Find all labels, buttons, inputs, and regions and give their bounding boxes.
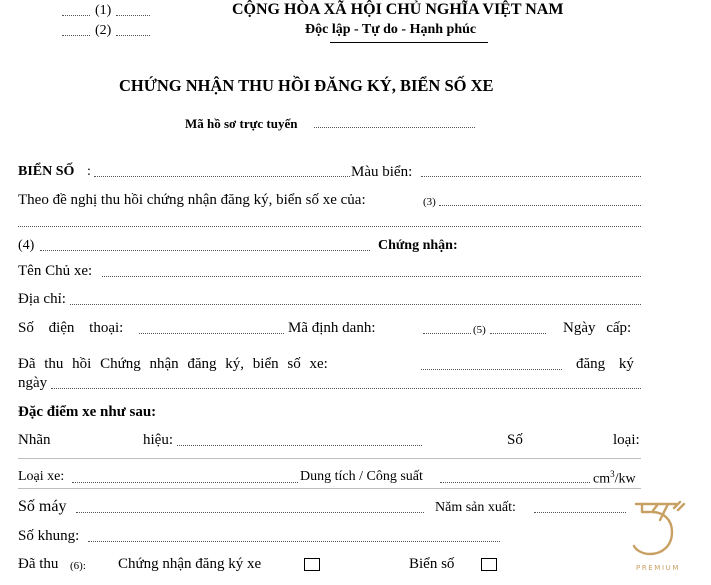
brand-label-part2: hiệu:: [143, 432, 173, 448]
engine-label: Số máy: [18, 498, 67, 515]
phone-field[interactable]: [139, 333, 284, 334]
motto: Độc lập - Tự do - Hạnh phúc: [305, 22, 477, 37]
plate-label: BIỂN SỐ: [18, 164, 75, 179]
note-4: (4): [18, 238, 35, 253]
issue-date-label: Ngày cấp:: [563, 320, 632, 336]
requester-field-continued[interactable]: [18, 226, 641, 227]
revoked-date-label: ngày: [18, 375, 48, 391]
chassis-field[interactable]: [88, 541, 500, 542]
revoked-date-field[interactable]: [51, 388, 641, 389]
cert-option-label: Chứng nhận đăng ký xe: [118, 556, 262, 572]
features-heading: Đặc điểm xe như sau:: [18, 404, 157, 420]
owner-label: Tên Chủ xe:: [18, 263, 93, 279]
request-text: Theo đề nghị thu hồi chứng nhận đăng ký, biển số xe của:: [18, 192, 366, 208]
capacity-label: Dung tích / Công suất: [300, 469, 423, 484]
revoked-registered-label: đăng ký: [576, 356, 634, 372]
vehicle-type-label: Loại xe:: [18, 469, 65, 484]
plate-color-field[interactable]: [421, 176, 641, 177]
agency-line-1: (1): [95, 3, 112, 18]
requester-field[interactable]: [439, 205, 641, 206]
capacity-unit-suffix: /kw: [614, 471, 636, 487]
plate-option-label: Biển số: [409, 556, 455, 572]
capacity-unit-prefix: cm: [593, 471, 611, 487]
plate-option-checkbox[interactable]: [481, 558, 497, 571]
plate-colon: :: [87, 164, 91, 179]
capacity-unit-sup: 3: [610, 469, 615, 479]
revoked-plate-field[interactable]: [421, 369, 562, 370]
capacity-unit: [593, 469, 636, 488]
certify-label: Chứng nhận:: [378, 238, 458, 253]
agency-dots-left-2: [62, 35, 90, 36]
brand-label-part1: Nhãn: [18, 432, 51, 448]
premium-logo-text: PREMIUM: [636, 564, 680, 572]
motto-underline: [330, 42, 488, 43]
id-field-continued[interactable]: [490, 333, 546, 334]
note-6: (6):: [70, 560, 86, 572]
page-title: CHỨNG NHẬN THU HỒI ĐĂNG KÝ, BIỂN SỐ XE: [119, 76, 494, 95]
note-4-field[interactable]: [40, 250, 370, 251]
type-row-guide: [18, 488, 641, 489]
brand-field[interactable]: [177, 445, 422, 446]
received-label: Đã thu: [18, 556, 59, 572]
plate-number-field[interactable]: [94, 176, 350, 177]
premium-logo: [628, 498, 688, 574]
request-note: (3): [423, 196, 436, 208]
chassis-label: Số khung:: [18, 528, 80, 544]
address-label: Địa chỉ:: [18, 291, 66, 307]
agency-dots-left-1: [62, 15, 90, 16]
agency-line-2: (2): [95, 23, 112, 38]
year-label: Năm sản xuất:: [435, 500, 516, 515]
online-code-label: Mã hồ sơ trực tuyến: [185, 116, 298, 131]
agency-dots-right-1: [116, 15, 150, 16]
year-field[interactable]: [534, 512, 626, 513]
cert-option-checkbox[interactable]: [304, 558, 320, 571]
nation-name: CỘNG HÒA XÃ HỘI CHỦ NGHĨA VIỆT NAM: [232, 1, 564, 18]
id-field[interactable]: [423, 333, 471, 334]
vehicle-type-field[interactable]: [72, 482, 298, 483]
model-label-part2: loại:: [613, 432, 640, 448]
engine-number-field[interactable]: [76, 512, 424, 513]
online-code-field[interactable]: [314, 127, 475, 128]
owner-field[interactable]: [102, 276, 641, 277]
brand-row-guide: [18, 458, 641, 459]
id-label: Mã định danh:: [288, 320, 376, 336]
phone-label: Số điện thoại:: [18, 320, 124, 336]
revoked-text: Đã thu hồi Chứng nhận đăng ký, biển số xe:: [18, 356, 328, 372]
model-label-part1: Số: [507, 432, 523, 448]
address-field[interactable]: [70, 304, 641, 305]
agency-dots-right-2: [116, 35, 150, 36]
capacity-field[interactable]: [440, 482, 590, 483]
premium-logo-icon: [628, 498, 688, 574]
plate-color-label: Màu biển:: [351, 164, 413, 180]
note-5: (5): [473, 324, 486, 336]
